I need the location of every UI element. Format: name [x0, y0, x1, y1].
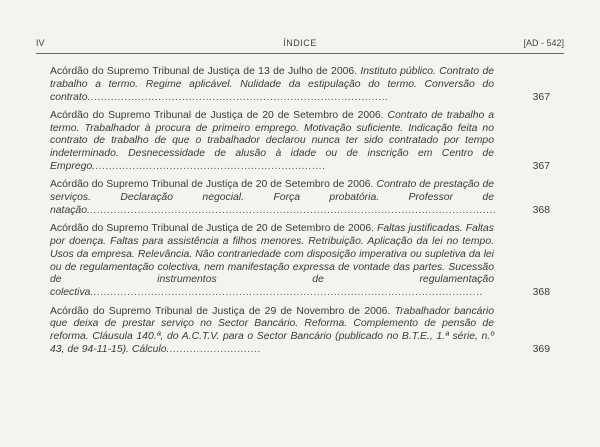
entry-subject: Faltas justificadas. Faltas por doença. Faltas para assistência a filhos menores. Retribuição. Aplicação da lei no tempo. Usos da empresa. Relevância. Não contrariedade com disposição imperativa ou supletiva da lei ou de regulamentação colectiva, nem manifestação expressa de vontade das partes. Sucessão de instrumentos de regulamentação colectiva. [50, 223, 495, 299]
entry-page-number: 367 [532, 91, 550, 103]
index-entry [50, 179, 550, 217]
entry-leader-dots: .................................................................... [95, 161, 326, 173]
entry-subject: Contrato de trabalho a termo. Trabalhador à procura de primeiro emprego. Motivação suficiente. Indicação feita no contrato de trabalho de que o trabalhador declarou nunca ter sido contratado por tempo indeterminado. Desnecessidade de alusão à idade ou de inscrição em Centro de Emprego. [50, 109, 494, 173]
entry-page-number: 367 [532, 161, 550, 173]
index-entry [50, 306, 550, 357]
entry-subject: Instituto público. Contrato de trabalho a termo. Regime aplicável. Nulidade da estipulação do termo. Conversão do contrato. [50, 66, 495, 103]
entry-court-date: Acórdão do Supremo Tribunal de Justiça de 20 de Setembro de 2006. [50, 223, 374, 235]
entry-court-date: Acórdão do Supremo Tribunal de Justiça de 13 de Julho de 2006. [50, 66, 358, 77]
entry-subject: Trabalhador bancário que deixa de prestar serviço no Sector Bancário. Reforma. Complemento de pensão de reforma. Cláusula 140.ª, do A.C.T.V. para o Sector Bancário (publicado no B.T.E., 1.ª série, n.º 43, de 94-11-15). Cálculo. [50, 305, 494, 355]
entry-court-date: Acórdão do Supremo Tribunal de Justiça de 20 de Setembro de 2006. [50, 179, 374, 191]
page-roman-number: IV [36, 38, 45, 48]
entry-court-date: Acórdão do Supremo Tribunal de Justiça de 20 de Setembro de 2006. [50, 109, 384, 121]
index-entries [50, 66, 550, 362]
entry-leader-dots: ........................... [169, 343, 261, 355]
document-reference: [AD - 542] [523, 38, 564, 48]
entry-page-number: 369 [532, 343, 550, 355]
index-entry [50, 66, 550, 104]
entry-subject: Contrato de prestação de serviços. Declaração negocial. Força probatória. Professor de natação. [50, 179, 495, 216]
entry-leader-dots: ........................................................................................ [90, 91, 389, 103]
entry-leader-dots: ........................................................................................................................ [89, 204, 497, 216]
entry-leader-dots: ................................................................................................................... [93, 287, 483, 299]
page-title: ÍNDICE [283, 38, 317, 48]
entry-page-number: 368 [532, 287, 550, 299]
index-entry [50, 110, 550, 174]
index-entry [50, 223, 550, 300]
header-divider [36, 53, 564, 54]
entry-page-number: 368 [532, 204, 550, 216]
entry-court-date: Acórdão do Supremo Tribunal de Justiça de 29 de Novembro de 2006. [50, 305, 391, 317]
page-header [36, 38, 564, 52]
